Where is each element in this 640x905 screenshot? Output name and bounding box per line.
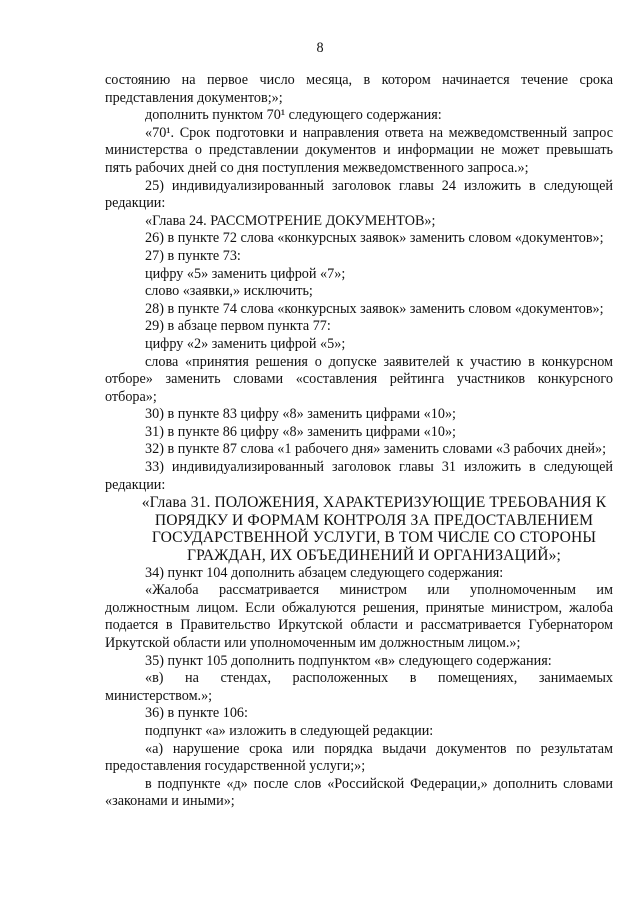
paragraph: «в) на стендах, расположенных в помещениях, занимаемых министерством.»; xyxy=(105,670,613,704)
paragraph: 25) индивидуализированный заголовок главы 24 изложить в следующей редакции: xyxy=(105,177,613,212)
paragraph: подпункт «а» изложить в следующей редакции: xyxy=(145,722,434,739)
document-body xyxy=(105,72,613,811)
paragraph: 30) в пункте 83 цифру «8» заменить цифрами «10»; xyxy=(145,406,457,423)
paragraph: «Жалоба рассматривается министром или уполномоченным им должностным лицом. Если обжалуются решения, принятые министром, жалоба подается в Правительство Иркутской области и рассматривается Губернатором Иркутской области или уполномоченным им должностным лицом.»; xyxy=(105,582,613,651)
paragraph: 26) в пункте 72 слова «конкурсных заявок» заменить словом «документов»; xyxy=(145,230,604,247)
paragraph: слово «заявки,» исключить; xyxy=(145,283,313,300)
paragraph: 27) в пункте 73: xyxy=(145,247,241,264)
paragraph: 31) в пункте 86 цифру «8» заменить цифрами «10»; xyxy=(145,423,457,440)
paragraph: состоянию на первое число месяца, в котором начинается течение срока представления документов;»; xyxy=(105,72,613,106)
paragraph: слова «принятия решения о допуске заявителей к участию в конкурсном отборе» заменить словами «составления рейтинга участников конкурсного отбора»; xyxy=(105,353,613,405)
paragraph: «70¹. Срок подготовки и направления ответа на межведомственный запрос министерства о представлении документов и информации не может превышать пять рабочих дней со дня поступления межведомственного запроса.»; xyxy=(105,124,613,176)
paragraph: в подпункте «д» после слов «Российской Федерации,» дополнить словами «законами и иными»; xyxy=(105,775,613,810)
paragraph: 36) в пункте 106: xyxy=(145,705,248,722)
page-number: 8 xyxy=(316,40,324,56)
paragraph: 32) в пункте 87 слова «1 рабочего дня» заменить словами «3 рабочих дней»; xyxy=(145,441,607,458)
paragraph: «а) нарушение срока или порядка выдачи документов по результатам предоставления государственной услуги;»; xyxy=(105,740,613,775)
paragraph: «Глава 24. РАССМОТРЕНИЕ ДОКУМЕНТОВ»; xyxy=(145,212,436,229)
paragraph: цифру «5» заменить цифрой «7»; xyxy=(145,265,346,282)
paragraph: 35) пункт 105 дополнить подпунктом «в» следующего содержания: xyxy=(145,652,552,669)
paragraph: 28) в пункте 74 слова «конкурсных заявок» заменить словом «документов»; xyxy=(145,300,604,317)
paragraph: 34) пункт 104 дополнить абзацем следующего содержания: xyxy=(145,564,504,581)
paragraph: 29) в абзаце первом пункта 77: xyxy=(145,318,331,335)
paragraph: дополнить пунктом 70¹ следующего содержания: xyxy=(145,107,442,124)
paragraph: цифру «2» заменить цифрой «5»; xyxy=(145,335,346,352)
paragraph: 33) индивидуализированный заголовок главы 31 изложить в следующей редакции: xyxy=(105,459,613,493)
chapter-heading: «Глава 31. ПОЛОЖЕНИЯ, ХАРАКТЕРИЗУЮЩИЕ ТРЕБОВАНИЯ К ПОРЯДКУ И ФОРМАМ КОНТРОЛЯ ЗА ПРЕДОСТАВЛЕНИЕМ ГОСУДАРСТВЕННОЙ УСЛУГИ, В ТОМ ЧИСЛЕ СО СТОРОНЫ ГРАЖДАН, ИХ ОБЪЕДИНЕНИЙ И ОРГАНИЗАЦИЙ»; xyxy=(141,494,607,565)
